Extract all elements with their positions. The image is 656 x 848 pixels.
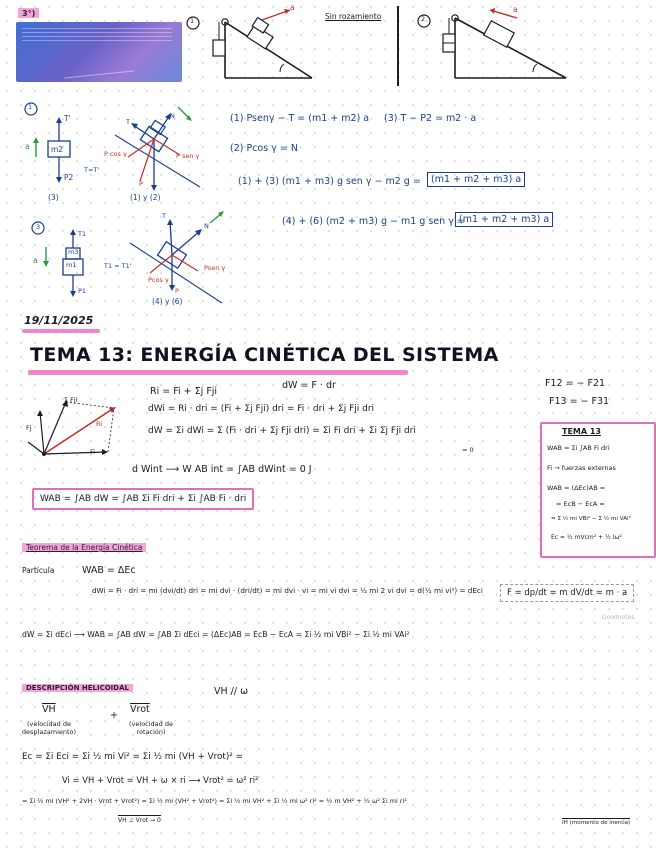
goodnotes-watermark: Goodnotes bbox=[602, 614, 635, 621]
helicoidal-vi: Vi = VH + Vrot = VH + ω × ri ⟶ Vrot² = ω² ri² bbox=[62, 775, 259, 785]
fbd-mass-m2: m2 bbox=[51, 145, 64, 154]
diagram-2-number: 2 bbox=[421, 15, 426, 23]
fbd-circle-3: 3 bbox=[36, 223, 41, 231]
diagram-sum-label: Σ Fji bbox=[64, 396, 78, 404]
teorema-title: Teorema de la Energía Cinética bbox=[22, 543, 146, 552]
date-heading: 19/11/2025 bbox=[24, 314, 94, 327]
fbd-t-equals: T=T' bbox=[84, 166, 100, 174]
tema-box-line-1: WAB = Σi ∫AB Fi dri bbox=[547, 444, 610, 452]
helicoidal-perp: VH ⊥ Vrot → 0 bbox=[118, 817, 161, 824]
diagram-1-number: 1 bbox=[190, 17, 195, 25]
teorema-f-box: F = dp/dt = m dV/dt = m · a bbox=[500, 584, 634, 602]
diagram-fj-label: Fj bbox=[26, 424, 32, 432]
teorema-wab: WAB = ΔEc bbox=[82, 565, 136, 576]
helicoidal-vrot: Vrot bbox=[130, 704, 150, 715]
fbd-n: N bbox=[170, 112, 175, 120]
work-dw: dW = F · dr bbox=[282, 380, 336, 391]
acceleration-label-1: a bbox=[290, 3, 295, 12]
tema-summary-box bbox=[540, 422, 656, 558]
helicoidal-title: DESCRIPCIÓN HELICOIDAL bbox=[22, 684, 133, 692]
helicoidal-vrot-desc: (velocidad de rotación) bbox=[129, 720, 173, 736]
equation-2: (2) Pcos γ = N bbox=[230, 143, 298, 154]
sin-rozamiento-label: Sin rozamiento bbox=[325, 12, 382, 21]
teorema-dwi: dWi = Fi · dri = mi (dvi/dt) dri = mi dvi · (dri/dt) = mi dvi · vi = mi vi dvi = ½ mi 2 vi dvi = d(½ mi vi²) = dEci bbox=[92, 586, 483, 595]
diagram-ri-label: Ri bbox=[96, 420, 103, 428]
free-body-diagrams bbox=[0, 95, 290, 315]
helicoidal-vh: $\overline{VH}$ bbox=[42, 704, 56, 715]
helicoidal-vh-desc: (velocidad de desplazamiento) bbox=[21, 720, 77, 736]
teorema-particula: Partícula bbox=[22, 566, 55, 575]
fbd-mass-m1: m1 bbox=[66, 261, 77, 269]
fbd-weight-p1: P1 bbox=[78, 287, 87, 295]
tema-box-line-6: Ec = ½ mVcm² + ½ Iω² bbox=[551, 534, 622, 541]
acceleration-label-2: a bbox=[513, 5, 518, 14]
fbd-pcos-2: Pcos γ bbox=[148, 276, 169, 284]
tema-box-line-5: = Σ ½ mi VBi² − Σ ½ mi VAi² bbox=[551, 516, 631, 522]
helicoidal-parallel: VH // ω bbox=[214, 686, 249, 697]
fbd-t: T bbox=[126, 118, 130, 126]
fbd-label-1-2: (1) y (2) bbox=[130, 193, 161, 202]
fbd-t-2: T bbox=[162, 212, 166, 220]
tema-box-title: TEMA 13 bbox=[562, 427, 601, 436]
diagram-fi-label: Fi bbox=[90, 448, 96, 456]
helicoidal-plus: + bbox=[110, 710, 118, 721]
fbd-n-2: N bbox=[204, 222, 209, 230]
work-dw-sum: dW = Σi dWi = Σ (Fi · dri + Σj Fji dri) = Σi Fi dri + Σi Σj Fji dri bbox=[148, 426, 416, 436]
work-dwi: dWi = Ri · dri = (Fi + Σj Fji) dri = Fi · dri + Σj Fji dri bbox=[148, 404, 375, 414]
equation-3: (3) T − P2 = m2 · a bbox=[384, 113, 477, 124]
equation-4-plus-6: (4) + (6) (m2 + m3) g − m1 g sen γ = bbox=[282, 216, 465, 227]
helicoidal-ih: IH (momento de inercia) bbox=[562, 820, 631, 826]
tema-box-line-2: Fi → fuerzas externas bbox=[547, 464, 616, 472]
fbd-mass-m3: m3 bbox=[68, 248, 79, 256]
fbd-p-2: P bbox=[175, 287, 179, 295]
fbd-label-4-6: (4) y (6) bbox=[152, 297, 183, 306]
equation-1-plus-3-result: (m1 + m2 + m3) a bbox=[427, 172, 525, 187]
fbd-pcos: P cos γ bbox=[104, 150, 127, 158]
work-wab-box: WAB = ∫AB dW = ∫AB Σi Fi dri + Σi ∫AB Fi · dri bbox=[32, 488, 254, 510]
tema-title: TEMA 13: ENERGÍA CINÉTICA DEL SISTEMA bbox=[30, 344, 499, 366]
fbd-t1-top: T1 bbox=[78, 230, 87, 238]
teorema-dw: dW = Σi dEci ⟶ WAB = ∫AB dW = ∫AB Σi dEci = (ΔEc)AB = EcB − EcA = Σi ½ mi VBi² − Σi ½ mi VAi² bbox=[22, 630, 410, 639]
tema-box-line-3: WAB = (ΔEc)AB = bbox=[547, 484, 606, 492]
equation-4-plus-6-result: (m1 + m2 + m3) a bbox=[455, 212, 553, 227]
work-zero: = 0 bbox=[462, 446, 474, 454]
fbd-tension-label: T' bbox=[64, 114, 71, 123]
fbd-accel-a-2: a bbox=[33, 256, 38, 265]
fbd-psen: P sen γ bbox=[176, 152, 200, 160]
fbd-t1-equals: T1 = T1' bbox=[104, 262, 132, 270]
fbd-p: P bbox=[139, 180, 143, 188]
fbd-label-3: (3) bbox=[48, 193, 59, 202]
section-3-label: 3°) bbox=[18, 8, 39, 18]
fbd-psen-2: Psen γ bbox=[204, 264, 226, 272]
fbd-accel-a-1: a bbox=[25, 142, 30, 151]
fbd-weight-p2: P2 bbox=[64, 173, 74, 182]
fbd-circle-1: 1 bbox=[28, 103, 33, 111]
equation-1: (1) Psenγ − T = (m1 + m2) a bbox=[230, 113, 370, 124]
tema-box-line-4: = EcB − EcA = bbox=[556, 500, 605, 508]
equation-1-plus-3: (1) + (3) (m1 + m3) g sen γ − m2 g = bbox=[238, 176, 421, 187]
work-f12: F12 = − F21 bbox=[545, 378, 606, 389]
work-dw-internal: d Wint ⟶ W AB int = ∫AB dWint = 0 J bbox=[132, 464, 312, 475]
helicoidal-ec-1: Ec = Σi Eci = Σi ½ mi Vi² = Σi ½ mi (VH + Vrot)² = bbox=[22, 752, 244, 762]
work-f13: F13 = − F31 bbox=[549, 396, 610, 407]
helicoidal-ec-2: = Σi ½ mi (VH² + 2VH · Vrot + Vrot²) = Σi ½ mi (VH² + Vrot²) = Σi ½ mi VH² + Σi ½ mi ω² ri² = ½ m VH² + ½ ω² Σi mi ri² bbox=[22, 797, 407, 805]
work-ri: Ri = Fi + Σj Fji bbox=[150, 386, 218, 397]
